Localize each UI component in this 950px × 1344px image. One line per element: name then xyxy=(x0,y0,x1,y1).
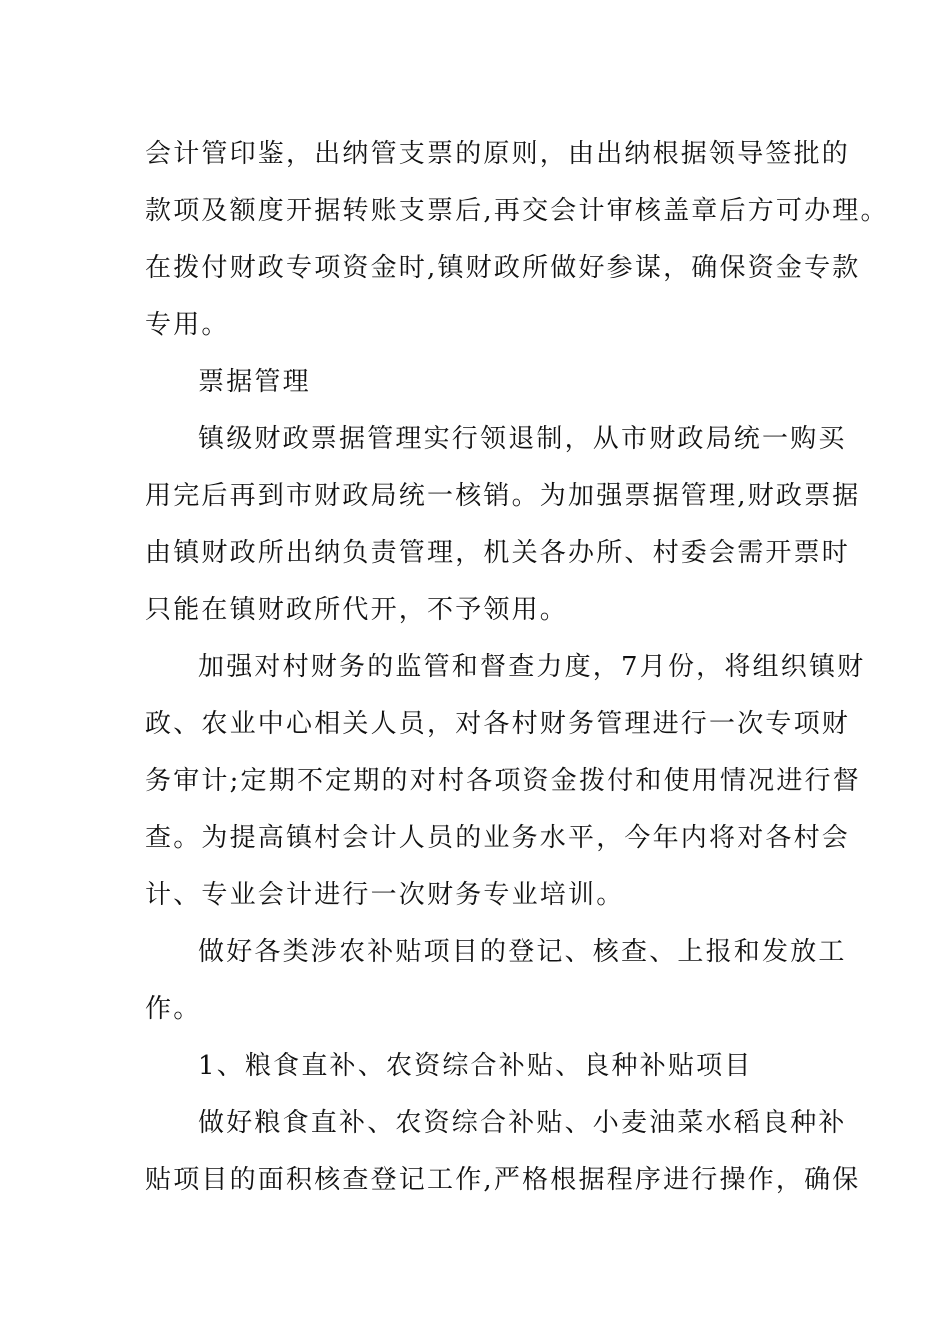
text-line: 会计管印鉴，出纳管支票的原则，由出纳根据领导签批的 xyxy=(145,139,851,169)
text-line: 查。为提高镇村会计人员的业务水平，今年内将对各村会 xyxy=(145,823,851,853)
text-line: 务审计;定期不定期的对村各项资金拨付和使用情况进行督 xyxy=(145,766,861,796)
text-line: 做好各类涉农补贴项目的登记、核查、上报和发放工 xyxy=(198,937,847,967)
list-item-heading: 1、粮食直补、农资综合补贴、良种补贴项目 xyxy=(198,1051,753,1081)
document-body xyxy=(145,126,889,1209)
text-line: 只能在镇财政所代开，不予领用。 xyxy=(145,595,569,625)
section-heading: 票据管理 xyxy=(198,367,311,397)
text-line: 做好粮食直补、农资综合补贴、小麦油菜水稻良种补 xyxy=(198,1108,847,1138)
text-line: 作。 xyxy=(145,994,202,1024)
text-line: 在拨付财政专项资金时,镇财政所做好参谋，确保资金专款 xyxy=(145,253,861,283)
text-line: 用完后再到市财政局统一核销。为加强票据管理,财政票据 xyxy=(145,481,861,511)
text-line: 贴项目的面积核查登记工作,严格根据程序进行操作，确保 xyxy=(145,1165,861,1195)
text-line: 政、农业中心相关人员，对各村财务管理进行一次专项财 xyxy=(145,709,851,739)
text-line: 专用。 xyxy=(145,310,230,340)
text-line: 由镇财政所出纳负责管理，机关各办所、村委会需开票时 xyxy=(145,538,851,568)
text-line: 镇级财政票据管理实行领退制，从市财政局统一购买 xyxy=(198,424,847,454)
text-line: 款项及额度开据转账支票后,再交会计审核盖章后方可办理。 xyxy=(145,196,889,226)
text-line: 加强对村财务的监管和督查力度，7月份，将组织镇财 xyxy=(198,652,866,682)
text-line: 计、专业会计进行一次财务专业培训。 xyxy=(145,880,625,910)
